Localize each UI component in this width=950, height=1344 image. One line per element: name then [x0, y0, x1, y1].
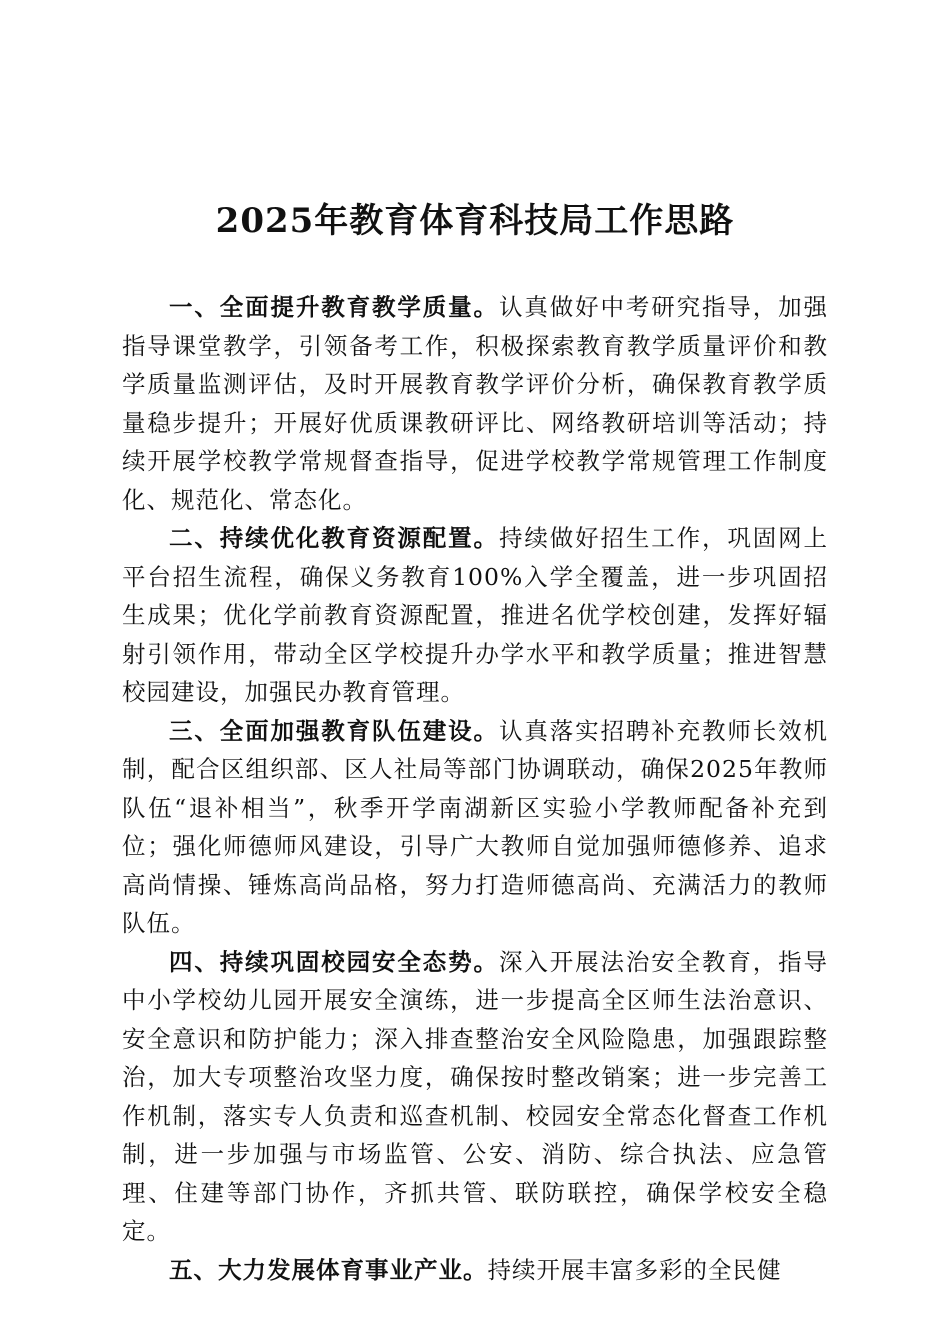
section-body-3: 认真落实招聘补充教师长效机制，配合区组织部、区人社局等部门协调联动，确保2025年教师队伍“退补相当”，秋季开学南湖新区实验小学教师配备补充到位；强化师德师风建设，引导广大教师自觉加强师德修养、追求高尚情操、锤炼高尚品格，努力打造师德高尚、充满活力的教师队伍。 — [122, 716, 829, 937]
document-title: 2025年教育体育科技局工作思路 — [215, 201, 735, 241]
section-body-2: 持续做好招生工作，巩固网上平台招生流程，确保义务教育100%入学全覆盖，进一步巩固招生成果；优化学前教育资源配置，推进名优学校创建，发挥好辐射引领作用，带动全区学校提升办学水平和教学质量；推进智慧校园建设，加强民办教育管理。 — [122, 524, 829, 706]
section-heading-5: 五、大力发展体育事业产业。 — [169, 1255, 488, 1284]
document-body — [122, 288, 828, 1289]
section-paragraph-4 — [122, 943, 828, 1251]
section-paragraph-3 — [122, 712, 828, 943]
section-heading-1: 一、全面提升教育教学质量。 — [169, 293, 499, 321]
section-paragraph-5 — [122, 1251, 828, 1290]
section-paragraph-1 — [122, 288, 828, 519]
section-body-1: 认真做好中考研究指导，加强指导课堂教学，引领备考工作，积极探索教育教学质量评价和教学质量监测评估，及时开展教育教学评价分析，确保教育教学质量稳步提升；开展好优质课教研评比、网络教研培训等活动；持续开展学校教学常规督查指导，促进学校教学常规管理工作制度化、规范化、常态化。 — [122, 293, 829, 514]
section-heading-3: 三、全面加强教育队伍建设。 — [169, 716, 499, 745]
section-heading-2: 二、持续优化教育资源配置。 — [169, 524, 499, 552]
section-body-4: 深入开展法治安全教育，指导中小学校幼儿园开展安全演练，进一步提高全区师生法治意识、安全意识和防护能力；深入排查整治安全风险隐患，加强跟踪整治，加大专项整治攻坚力度，确保按时整改销案；进一步完善工作机制，落实专人负责和巡查机制、校园安全常态化督查工作机制，进一步加强与市场监管、公安、消防、综合执法、应急管理、住建等部门协作，齐抓共管、联防联控，确保学校安全稳定。 — [122, 947, 829, 1245]
section-paragraph-2 — [122, 519, 828, 712]
section-body-5: 持续开展丰富多彩的全民健 — [487, 1255, 782, 1284]
section-heading-4: 四、持续巩固校园安全态势。 — [169, 947, 499, 976]
